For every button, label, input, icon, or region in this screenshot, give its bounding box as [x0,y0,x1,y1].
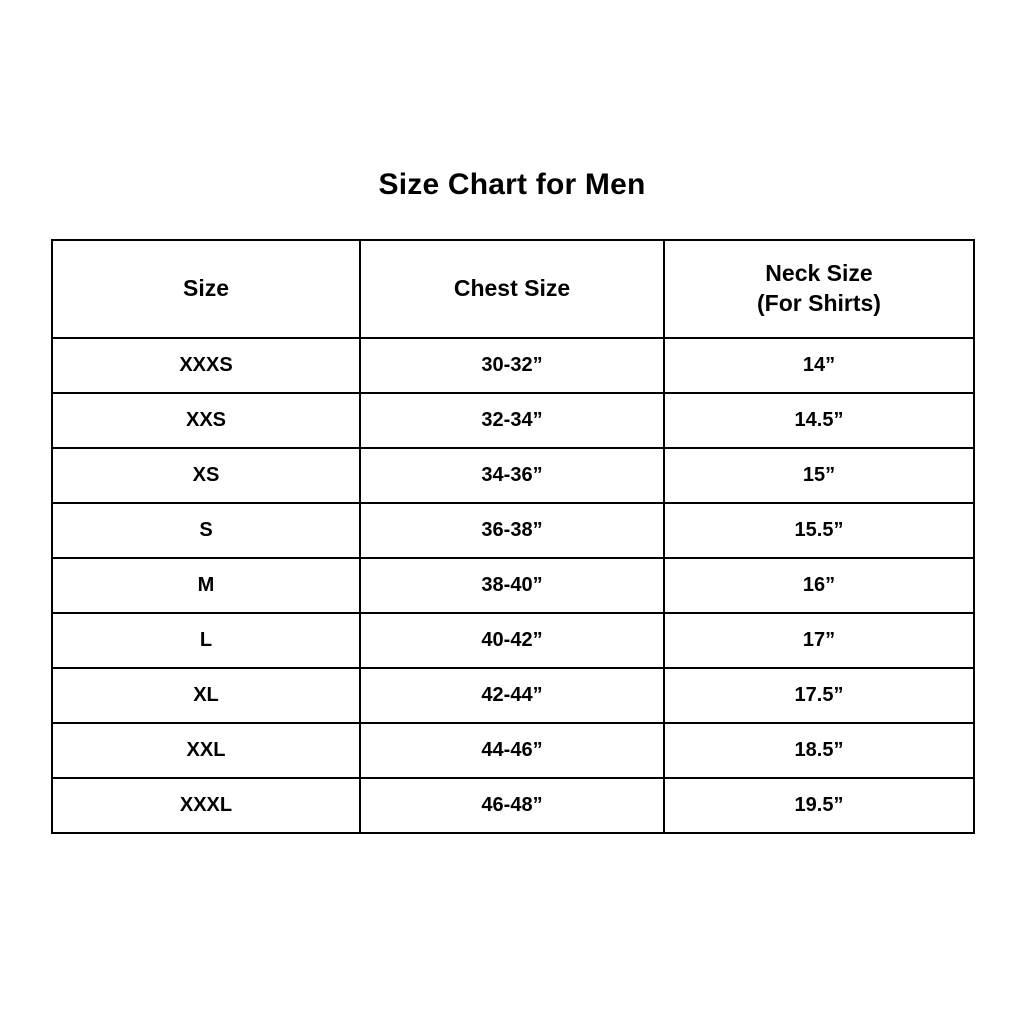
column-header-size-label: Size [182,275,230,302]
cell-neck: 18.5” [664,723,974,778]
column-header-neck-size-sublabel: (For Shirts) [757,290,881,316]
cell-chest: 34-36” [360,448,664,503]
cell-neck: 17.5” [664,668,974,723]
cell-size: M [52,558,360,613]
cell-neck: 15.5” [664,503,974,558]
page-title: Size Chart for Men [378,168,646,201]
table-row [52,613,974,668]
column-header-chest-size [360,240,664,338]
cell-neck: 14.5” [664,393,974,448]
column-header-neck-size [664,240,974,338]
cell-chest: 42-44” [360,668,664,723]
table-row [52,723,974,778]
cell-chest: 40-42” [360,613,664,668]
table-row [52,448,974,503]
size-chart-table [51,239,975,834]
cell-size: XXL [52,723,360,778]
cell-size: L [52,613,360,668]
cell-chest: 36-38” [360,503,664,558]
table-row [52,503,974,558]
cell-size: XXS [52,393,360,448]
cell-chest: 32-34” [360,393,664,448]
table-row [52,778,974,833]
cell-neck: 19.5” [664,778,974,833]
cell-size: XS [52,448,360,503]
cell-chest: 38-40” [360,558,664,613]
cell-size: XXXL [52,778,360,833]
table-header-row [52,240,974,338]
cell-neck: 16” [664,558,974,613]
table-row [52,338,974,393]
column-header-chest-size-label: Chest Size [453,275,571,302]
cell-neck: 15” [664,448,974,503]
table-row [52,668,974,723]
table-header [52,240,974,338]
cell-chest: 46-48” [360,778,664,833]
size-chart-table-wrapper [51,239,973,834]
column-header-size [52,240,360,338]
table-body [52,338,974,833]
cell-size: S [52,503,360,558]
column-header-neck-size-label: Neck Size [765,260,873,287]
cell-chest: 30-32” [360,338,664,393]
cell-neck: 17” [664,613,974,668]
cell-neck: 14” [664,338,974,393]
table-row [52,558,974,613]
table-row [52,393,974,448]
cell-size: XXXS [52,338,360,393]
cell-size: XL [52,668,360,723]
cell-chest: 44-46” [360,723,664,778]
